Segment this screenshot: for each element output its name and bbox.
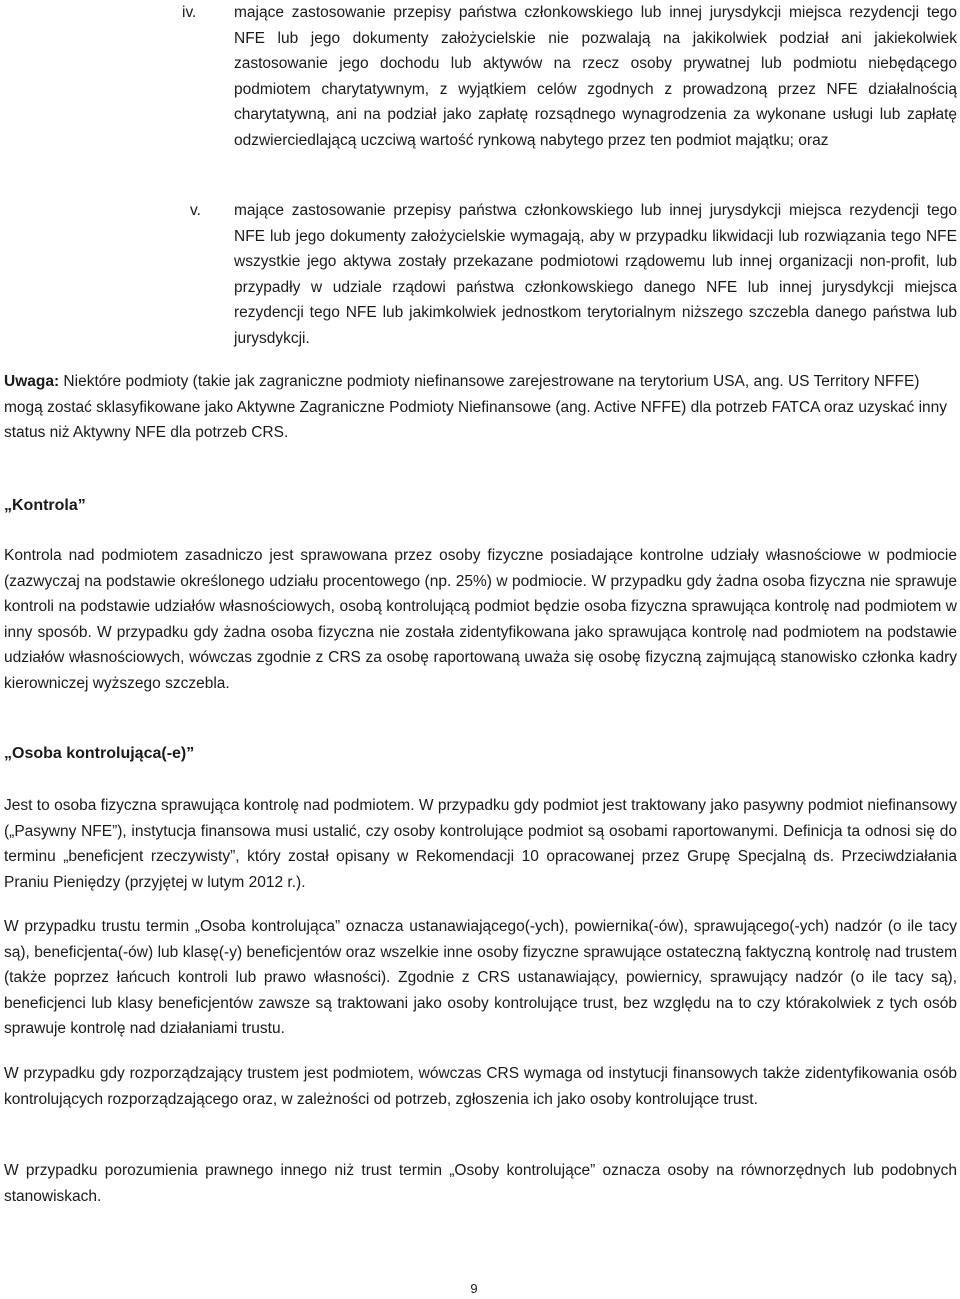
section-paragraph: W przypadku gdy rozporządzający trustem jest podmiotem, wówczas CRS wymaga od instytucji finansowych także zidentyfikowania osób kontrolujących rozporządzającego oraz, w zależności od potrzeb, zgłoszenia ich jako osoby kontrolujące trust. [4,1065,957,1108]
section-paragraph-kontrola: Kontrola nad podmiotem zasadniczo jest sprawowana przez osoby fizyczne posiadające kontrolne udziały własnościowe w podmiocie (zazwyczaj na podstawie określonego udziału procentowego (np. 25%) w podmiocie. W przypadku gdy żadna osoba fizyczna nie sprawuje kontroli na podstawie udziałów własnościowych, osobą kontrolującą podmiot będzie osoba fizyczna sprawująca kontrolę nad podmiotem w inny sposób. W przypadku gdy żadna osoba fizyczna nie została zidentyfikowana jako sprawująca kontrolę nad podmiotem na podstawie udziałów własnościowych, wówczas zgodnie z CRS za osobę raportowaną uważa się osobę fizyczną zajmującą stanowisko członka kadry kierowniczej wyższego szczebla. [4,547,957,692]
list-item-text: mające zastosowanie przepisy państwa członkowskiego lub innej jurysdykcji miejsca rezydencji tego NFE lub jego dokumenty założycielskie nie pozwalają na jakikolwiek podział ani jakiekolwiek zastosowanie jego dochodu lub aktywów na rzecz osoby prywatnej lub podmiotu niebędącego podmiotem charytatywnym, z wyjątkiem celów zgodnych z prowadzoną przez NFE działalnością charytatywną, ani na podział jako zapłatę rozsądnego wynagrodzenia za wykonane usługi lub zapłatę odzwierciedlającą uczciwą wartość rynkową nabytego przez ten podmiot majątku; oraz [234,4,957,149]
note-label: Uwaga: [4,373,60,390]
list-numeral: iv. [182,4,197,21]
section-heading-kontrola: „Kontrola” [4,497,86,514]
section-heading-osoba-kontrolujaca: „Osoba kontrolująca(-e)” [4,745,195,762]
list-item-text: mające zastosowanie przepisy państwa członkowskiego lub innej jurysdykcji miejsca rezydencji tego NFE lub jego dokumenty założycielskie wymagają, aby w przypadku likwidacji lub rozwiązania tego NFE wszystkie jego aktywa zostały przekazane podmiotowi rządowemu lub innej organizacji non-profit, lub przypadły w udziale rządowi państwa członkowskiego danego NFE lub innej jurysdykcji miejsca rezydencji tego NFE lub jakimkolwiek jednostkom terytorialnym niższego szczebla danego państwa lub jurysdykcji. [234,202,957,347]
list-numeral: v. [190,202,201,219]
section-paragraph: Jest to osoba fizyczna sprawująca kontrolę nad podmiotem. W przypadku gdy podmiot jest traktowany jako pasywny podmiot niefinansowy („Pasywny NFE”), instytucja finansowa musi ustalić, czy osoby kontrolujące podmiot są osobami raportowanymi. Definicja ta odnosi się do terminu „beneficjent rzeczywisty”, który został opisany w Rekomendacji 10 opracowanej przez Grupę Specjalną ds. Przeciwdziałania Praniu Pieniędzy (przyjętej w lutym 2012 r.). [4,797,957,891]
section-paragraph: W przypadku trustu termin „Osoba kontrolująca” oznacza ustanawiającego(-ych), powiernika(-ów), sprawującego(-ych) nadzór (o ile tacy są), beneficjenta(-ów) lub klasę(-y) beneficjentów oraz wszelkie inne osoby fizyczne sprawujące ostateczną faktyczną kontrolę nad trustem (także poprzez łańcuch kontroli lub prawo własności). Zgodnie z CRS ustanawiający, powiernicy, sprawujący nadzór (o ile tacy są), beneficjenci lub klasy beneficjentów zawsze są traktowani jako osoby kontrolujące trust, bez względu na to czy którakolwiek z tych osób sprawuje kontrolę nad działaniami trustu. [4,918,957,1038]
section-paragraph: W przypadku porozumienia prawnego innego niż trust termin „Osoby kontrolujące” oznacza osoby na równorzędnych lub podobnych stanowiskach. [4,1162,957,1205]
note-paragraph [4,369,957,446]
note-text: Niektóre podmioty (takie jak zagraniczne podmioty niefinansowe zarejestrowane na terytorium USA, ang. US Territory NFFE) mogą zostać sklasyfikowane jako Aktywne Zagraniczne Podmioty Niefinansowe (ang. Active NFFE) dla potrzeb FATCA oraz uzyskać inny status niż Aktywny NFE dla potrzeb CRS. [4,373,948,442]
page-number: 9 [470,1281,478,1296]
